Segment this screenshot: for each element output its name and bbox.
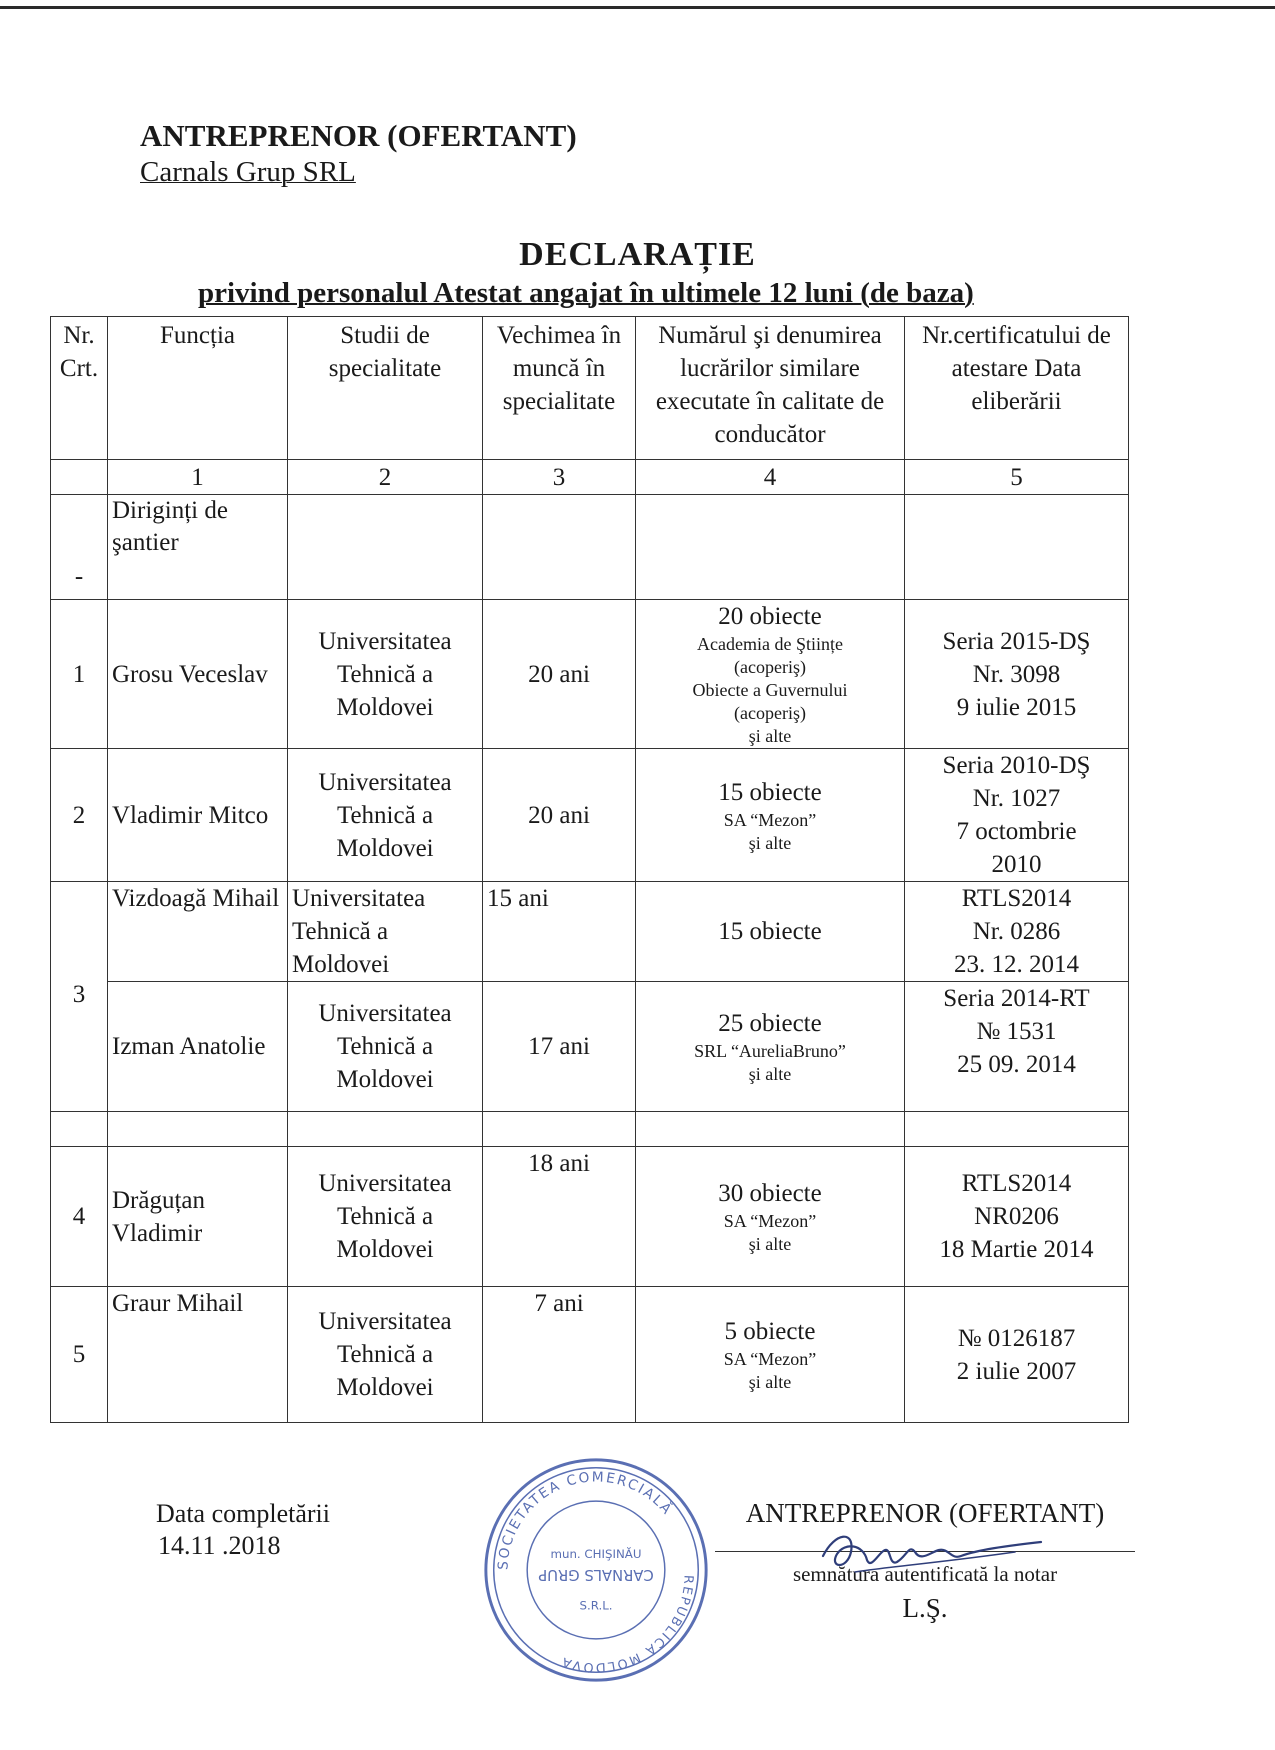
- seal-mark: L.Ş.: [902, 1593, 948, 1623]
- works-main: 15 obiecte: [718, 778, 822, 806]
- certificate-line: Nr. 3098: [972, 660, 1061, 688]
- studies: Universitatea Tehnică a Moldovei: [288, 600, 483, 749]
- works-cell: [636, 749, 905, 882]
- empty-row: [51, 1112, 1129, 1147]
- company-stamp-icon: [478, 1450, 714, 1690]
- certificate-line: 9 iulie 2015: [956, 693, 1077, 721]
- certificate-line: 2010: [991, 851, 1042, 878]
- works-detail: şi alte: [748, 1234, 792, 1254]
- works-detail: SA “Mezon”: [723, 1349, 817, 1369]
- header-certificate: Nr.certificatului de atestare Data eliberării: [905, 317, 1129, 460]
- certificate-line: 23. 12. 2014: [954, 951, 1079, 978]
- document-subtitle: privind personalul Atestat angajat în ultimele 12 luni (de baza): [198, 277, 974, 309]
- stamp-text-center: CARNALS GRUP: [538, 1566, 654, 1583]
- completion-date-value: 14.11 .2018: [158, 1531, 281, 1560]
- table-header-row: [51, 317, 1129, 460]
- works-detail: Academia de Ştiințe: [697, 634, 843, 654]
- empty-cell: [905, 1112, 1129, 1147]
- table-row: [51, 749, 1129, 882]
- section-mark: -: [51, 495, 108, 600]
- header-function: Funcția: [108, 317, 288, 460]
- company-name: Carnals Grup SRL: [140, 156, 356, 188]
- table-row: [51, 982, 1129, 1112]
- person-name: Vizdoagă Mihail: [108, 882, 288, 982]
- works-main: 30 obiecte: [718, 1180, 822, 1207]
- certificate-line: Nr. 0286: [972, 918, 1061, 945]
- column-number: 4: [636, 460, 905, 495]
- experience: 17 ani: [483, 982, 636, 1112]
- certificate-line: № 0126187: [957, 1324, 1076, 1352]
- works-detail: Obiecte a Guvernului: [692, 680, 848, 700]
- works-detail: SA “Mezon”: [723, 809, 817, 830]
- certificate-cell: [905, 1147, 1129, 1287]
- empty-cell: [51, 1112, 108, 1147]
- svg-text:REPUBLICA MOLDOVA: [559, 1575, 696, 1675]
- handwritten-signature-icon: [815, 1522, 1045, 1582]
- column-number: 2: [288, 460, 483, 495]
- column-number: 5: [905, 460, 1129, 495]
- works-main: 15 obiecte: [636, 882, 905, 982]
- header-experience: Vechimea în muncă în specialitate: [483, 317, 636, 460]
- studies: Universitatea Tehnică a Moldovei: [288, 1147, 483, 1287]
- certificate-line: NR0206: [974, 1203, 1059, 1230]
- completion-date-block: [156, 1498, 330, 1562]
- works-main: 25 obiecte: [718, 1010, 822, 1037]
- empty-cell: [636, 495, 905, 600]
- certificate-cell: [905, 982, 1129, 1112]
- table-row: [51, 600, 1129, 749]
- column-number: 3: [483, 460, 636, 495]
- certificate-line: Seria 2015-DŞ: [942, 627, 1091, 655]
- header-nr: Nr. Crt.: [51, 317, 108, 460]
- row-number: 5: [51, 1287, 108, 1423]
- works-detail: şi alte: [748, 1372, 792, 1392]
- top-edge-line: [0, 6, 1275, 9]
- certificate-line: 2 iulie 2007: [956, 1357, 1077, 1385]
- works-cell: [636, 1147, 905, 1287]
- header-works: Numărul şi denumirea lucrărilor similare executate în calitate de conducător: [636, 317, 905, 460]
- signature-block: [715, 1498, 1135, 1624]
- studies: Universitatea Tehnică a Moldovei: [288, 749, 483, 882]
- certificate-cell: [905, 882, 1129, 982]
- works-detail: (acoperiş): [734, 657, 806, 677]
- certificate-line: 18 Martie 2014: [939, 1236, 1094, 1263]
- experience: 20 ani: [483, 749, 636, 882]
- certificate-line: № 1531: [976, 1018, 1057, 1045]
- certificate-cell: [905, 600, 1129, 749]
- certificate-line: RTLS2014: [961, 1170, 1072, 1197]
- table-row: [51, 1147, 1129, 1287]
- contractor-heading: ANTREPRENOR (OFERTANT): [140, 118, 577, 153]
- works-main: 20 obiecte: [718, 603, 822, 630]
- studies: Universitatea Tehnică a Moldovei: [288, 882, 483, 982]
- certificate-line: Seria 2010-DŞ: [942, 752, 1091, 779]
- works-main: 5 obiecte: [724, 1318, 816, 1345]
- studies: Universitatea Tehnică a Moldovei: [288, 982, 483, 1112]
- table-row: [51, 1287, 1129, 1423]
- person-name: Drăguțan Vladimir: [108, 1147, 288, 1287]
- person-name: Vladimir Mitco: [108, 749, 288, 882]
- header-studies: Studii de specialitate: [288, 317, 483, 460]
- table-row: [51, 882, 1129, 982]
- row-number: 2: [51, 749, 108, 882]
- column-number-empty: [51, 460, 108, 495]
- signature-heading: ANTREPRENOR (OFERTANT): [745, 1498, 1105, 1528]
- works-detail: SRL “AureliaBruno”: [694, 1041, 846, 1061]
- signature-note: semnătura autentificată la notar: [792, 1562, 1058, 1586]
- works-detail: (acoperiş): [734, 703, 806, 723]
- certificate-line: Seria 2014-RT: [943, 985, 1090, 1012]
- stamp-text-bottom: REPUBLICA MOLDOVA: [558, 1574, 696, 1675]
- certificate-cell: [905, 1287, 1129, 1423]
- empty-cell: [288, 1112, 483, 1147]
- section-title: Diriginți de şantier: [108, 495, 288, 600]
- document-header: [140, 118, 577, 190]
- personnel-table: [50, 316, 1129, 1423]
- empty-cell: [483, 495, 636, 600]
- person-name: Graur Mihail: [108, 1287, 288, 1423]
- empty-cell: [905, 495, 1129, 600]
- row-number: 1: [51, 600, 108, 749]
- works-detail: SA “Mezon”: [723, 1211, 817, 1231]
- document-title: DECLARAȚIE: [519, 236, 756, 273]
- row-number: 4: [51, 1147, 108, 1287]
- person-name: Izman Anatolie: [108, 982, 288, 1112]
- certificate-line: RTLS2014: [961, 885, 1072, 912]
- works-cell: [636, 982, 905, 1112]
- certificate-line: 7 octombrie: [956, 818, 1077, 845]
- works-detail: şi alte: [748, 726, 792, 746]
- works-detail: şi alte: [748, 832, 792, 853]
- stamp-text-top: SOCIETATEA COMERCIALĂ: [495, 1469, 676, 1571]
- column-number: 1: [108, 460, 288, 495]
- stamp-text-left: mun. CHIŞINĂU: [550, 1547, 642, 1562]
- studies: Universitatea Tehnică a Moldovei: [288, 1287, 483, 1423]
- certificate-line: 25 09. 2014: [957, 1051, 1076, 1078]
- experience: 15 ani: [483, 882, 636, 982]
- empty-cell: [636, 1112, 905, 1147]
- experience: 7 ani: [483, 1287, 636, 1423]
- works-detail: şi alte: [748, 1064, 792, 1084]
- experience: 20 ani: [483, 600, 636, 749]
- empty-cell: [483, 1112, 636, 1147]
- empty-cell: [288, 495, 483, 600]
- certificate-line: Nr. 1027: [972, 785, 1061, 812]
- section-row: [51, 495, 1129, 600]
- stamp-text-small: S.R.L.: [579, 1598, 613, 1613]
- works-cell: [636, 600, 905, 749]
- person-name: Grosu Veceslav: [108, 600, 288, 749]
- works-cell: [636, 1287, 905, 1423]
- completion-date-label: Data completării: [156, 1499, 330, 1528]
- experience: 18 ani: [483, 1147, 636, 1287]
- empty-cell: [108, 1112, 288, 1147]
- row-number: 3: [51, 882, 108, 1112]
- column-number-row: [51, 460, 1129, 495]
- certificate-cell: [905, 749, 1129, 882]
